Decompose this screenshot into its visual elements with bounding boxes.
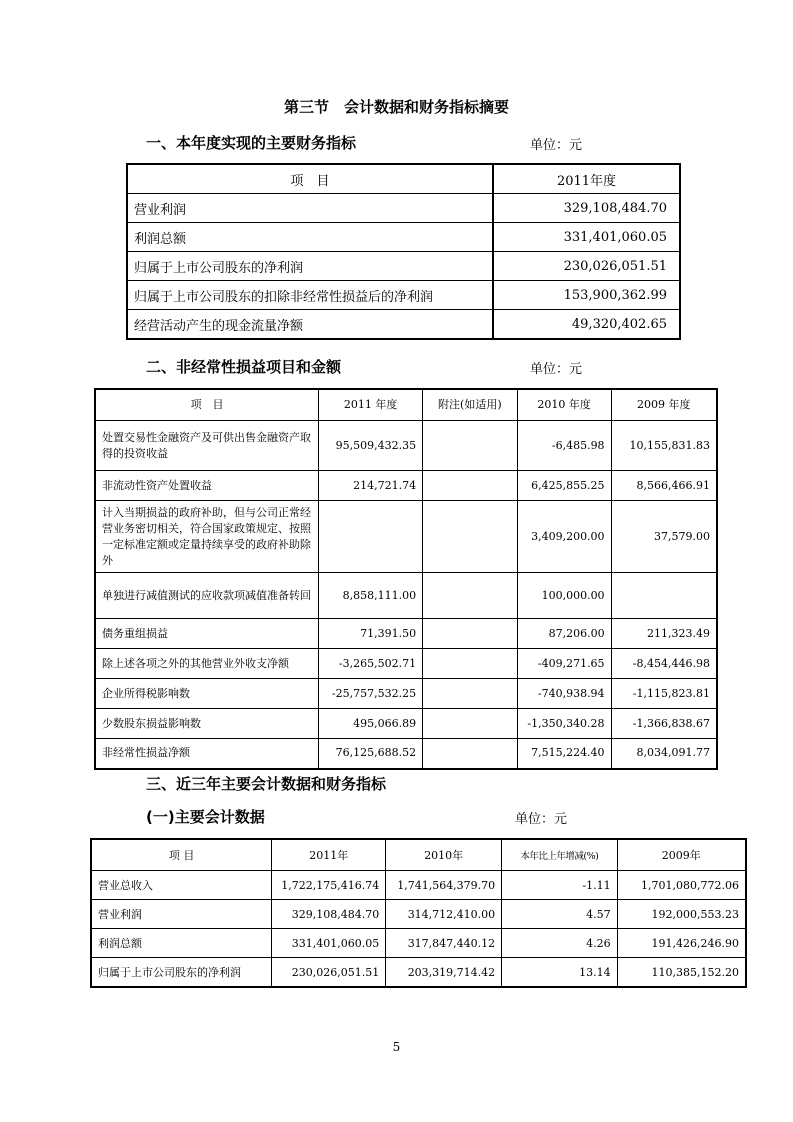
row-note [423, 421, 518, 471]
table-row [95, 679, 717, 709]
row-label: 处置交易性金融资产及可供出售金融资产取得的投资收益 [95, 421, 319, 471]
row-label: 债务重组损益 [95, 619, 319, 649]
row-value-2009: -1,115,823.81 [611, 679, 717, 709]
section1-heading: 一、本年度实现的主要财务指标 [146, 134, 357, 152]
section2-unit: 单位：元 [530, 362, 583, 377]
row-value-2010: 6,425,855.25 [517, 471, 611, 501]
row-value-2010: 3,409,200.00 [517, 501, 611, 573]
table-header-row [91, 839, 746, 871]
key-accounting-data-table [90, 838, 747, 988]
table-row [91, 929, 746, 958]
header-2011: 2011年度 [493, 164, 680, 194]
table-row [95, 421, 717, 471]
row-value-2009: -1,366,838.67 [611, 709, 717, 739]
row-value-2011: 95,509,432.35 [319, 421, 423, 471]
row-value-2011: 214,721.74 [319, 471, 423, 501]
row-value-2011: 331,401,060.05 [493, 223, 680, 252]
row-change: 4.26 [502, 929, 617, 958]
row-label: 少数股东损益影响数 [95, 709, 319, 739]
header-2011: 2011 年度 [319, 389, 423, 421]
row-value-2009: 211,323.49 [611, 619, 717, 649]
header-item: 项 目 [91, 839, 272, 871]
row-value-2011: 153,900,362.99 [493, 281, 680, 310]
header-note: 附注(如适用) [423, 389, 518, 421]
table-row [95, 709, 717, 739]
section3-sub-heading: (一)主要会计数据 [146, 808, 265, 826]
non-recurring-gains-table [94, 388, 718, 770]
row-value-2011: 329,108,484.70 [272, 900, 386, 929]
main-indicators-table [126, 163, 681, 340]
header-2009: 2009 年度 [611, 389, 717, 421]
header-2010: 2010年 [386, 839, 502, 871]
row-label: 利润总额 [127, 223, 493, 252]
row-value-2009: 37,579.00 [611, 501, 717, 573]
row-value-2011: 8,858,111.00 [319, 573, 423, 619]
row-value-2009 [611, 573, 717, 619]
row-label: 归属于上市公司股东的净利润 [127, 252, 493, 281]
row-value-2010: -6,485.98 [517, 421, 611, 471]
row-value-2009: 1,701,080,772.06 [617, 871, 746, 900]
table-row [127, 281, 680, 310]
table-row [127, 310, 680, 340]
page-number: 5 [392, 1040, 401, 1054]
row-value-2011: 49,320,402.65 [493, 310, 680, 340]
table-row [95, 471, 717, 501]
row-value-2010: 1,741,564,379.70 [386, 871, 502, 900]
table-row [95, 619, 717, 649]
header-change: 本年比上年增减(%) [502, 839, 617, 871]
row-note [423, 619, 518, 649]
section3-unit: 单位：元 [515, 812, 568, 827]
table-row [127, 223, 680, 252]
row-value-2009: 8,566,466.91 [611, 471, 717, 501]
row-note [423, 649, 518, 679]
row-value-2011: 1,722,175,416.74 [272, 871, 386, 900]
row-value-2010: 314,712,410.00 [386, 900, 502, 929]
row-label: 计入当期损益的政府补助，但与公司正常经营业务密切相关，符合国家政策规定、按照一定标准定额或定量持续享受的政府补助除外 [95, 501, 319, 573]
row-value-2011: 230,026,051.51 [493, 252, 680, 281]
table-row [91, 871, 746, 900]
row-value-2009: 110,385,152.20 [617, 958, 746, 988]
table-row [127, 252, 680, 281]
row-note [423, 573, 518, 619]
row-value-2011: 76,125,688.52 [319, 739, 423, 769]
row-label: 营业总收入 [91, 871, 272, 900]
row-value-2011: 71,391.50 [319, 619, 423, 649]
row-value-2009: 192,000,553.23 [617, 900, 746, 929]
table-header-row [95, 389, 717, 421]
row-label: 营业利润 [91, 900, 272, 929]
row-value-2009: 8,034,091.77 [611, 739, 717, 769]
row-value-2011: 495,066.89 [319, 709, 423, 739]
row-label: 单独进行减值测试的应收款项减值准备转回 [95, 573, 319, 619]
row-note [423, 709, 518, 739]
row-label: 归属于上市公司股东的净利润 [91, 958, 272, 988]
row-value-2010: 317,847,440.12 [386, 929, 502, 958]
table-row [91, 900, 746, 929]
section3-heading: 三、近三年主要会计数据和财务指标 [146, 775, 387, 793]
table-row [91, 958, 746, 988]
row-value-2009: 10,155,831.83 [611, 421, 717, 471]
header-item: 项 目 [127, 164, 493, 194]
row-value-2011: 331,401,060.05 [272, 929, 386, 958]
section1-unit: 单位：元 [530, 138, 583, 153]
row-value-2010: -740,938.94 [517, 679, 611, 709]
row-value-2010: -409,271.65 [517, 649, 611, 679]
header-2010: 2010 年度 [517, 389, 611, 421]
header-2009: 2009年 [617, 839, 746, 871]
row-change: 13.14 [502, 958, 617, 988]
row-change: 4.57 [502, 900, 617, 929]
row-label: 利润总额 [91, 929, 272, 958]
table-row [95, 501, 717, 573]
section2-heading: 二、非经常性损益项目和金额 [146, 358, 342, 376]
row-value-2010: 100,000.00 [517, 573, 611, 619]
table-row [95, 649, 717, 679]
row-note [423, 471, 518, 501]
table-row [95, 573, 717, 619]
row-change: -1.11 [502, 871, 617, 900]
table-row [127, 194, 680, 223]
header-item: 项 目 [95, 389, 319, 421]
row-note [423, 501, 518, 573]
row-value-2011: 230,026,051.51 [272, 958, 386, 988]
row-value-2010: 87,206.00 [517, 619, 611, 649]
row-label: 企业所得税影响数 [95, 679, 319, 709]
table-header-row [127, 164, 680, 194]
row-value-2010: -1,350,340.28 [517, 709, 611, 739]
row-value-2010: 7,515,224.40 [517, 739, 611, 769]
row-note [423, 679, 518, 709]
row-value-2011: 329,108,484.70 [493, 194, 680, 223]
row-value-2010: 203,319,714.42 [386, 958, 502, 988]
row-label: 非流动性资产处置收益 [95, 471, 319, 501]
header-2011: 2011年 [272, 839, 386, 871]
row-value-2009: 191,426,246.90 [617, 929, 746, 958]
row-label: 非经常性损益净额 [95, 739, 319, 769]
table-row [95, 739, 717, 769]
row-value-2009: -8,454,446.98 [611, 649, 717, 679]
row-label: 营业利润 [127, 194, 493, 223]
row-value-2011 [319, 501, 423, 573]
page-title: 第三节 会计数据和财务指标摘要 [283, 98, 509, 116]
row-value-2011: -3,265,502.71 [319, 649, 423, 679]
row-note [423, 739, 518, 769]
row-label: 除上述各项之外的其他营业外收支净额 [95, 649, 319, 679]
row-label: 归属于上市公司股东的扣除非经常性损益后的净利润 [127, 281, 493, 310]
row-value-2011: -25,757,532.25 [319, 679, 423, 709]
row-label: 经营活动产生的现金流量净额 [127, 310, 493, 340]
